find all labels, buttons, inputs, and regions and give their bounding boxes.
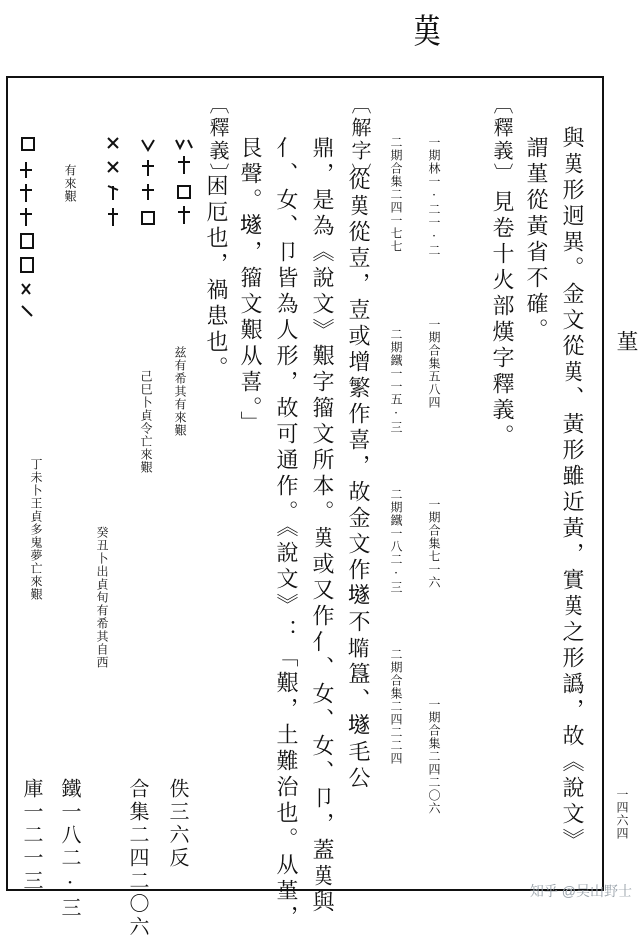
oracle-glyph [22,284,30,294]
top-shiyi-col1: 見卷十火部熯字釋義。 [489,190,514,450]
oracle-glyph [108,162,118,172]
top-seal-glyph: 𦰩 [410,12,444,52]
form-caption-4: 二期鐵一一五·三 [389,328,403,434]
oracle-glyph [178,206,190,224]
oracle-glyph [178,186,190,198]
jiezi-col4: 艮聲。𡑞，籀文艱从喜。」 [237,136,262,437]
form-caption-1: 一期林一·二一·二 [427,136,441,257]
form-caption-5: 一期合集七一六 [427,498,441,589]
example-6-source: 庫一二一三 [20,778,44,893]
form-caption-3: 一期合集五八四 [427,318,441,409]
oracle-glyph [22,306,32,316]
section-label-shiyi-top: 〔釋義〕 [490,94,514,186]
top-shiyi-col2: 謂堇從黃省不確。 [523,136,548,344]
form-caption-2: 二期合集二四一七七 [389,136,403,253]
form-caption-6: 二期鐵一八二·三 [389,488,403,594]
oracle-glyph-group [20,138,192,316]
example-1-text: 兹有希其有來艱 [173,346,187,437]
watermark: 知乎 @吴山野士 [529,883,632,899]
oracle-glyph [21,234,33,248]
example-4-text: 有來艱 [63,164,77,203]
oracle-glyph [142,212,154,224]
oracle-glyph [20,162,32,178]
oracle-glyph [108,186,118,200]
page-number: 一四六四 [615,788,629,840]
example-5-text: 丁未卜王貞多鬼夢亡來艱 [29,458,43,601]
example-2-text: 己巳卜貞令亡來艱 [139,370,153,474]
oracle-glyph-strip-left [20,134,210,464]
margin-head-character: 堇 [613,330,638,356]
example-3-text: 癸丑卜出貞旬有希其自西 [95,526,109,669]
form-caption-7: 二期合集二四二二四 [389,648,403,765]
section-label-jiezi: 〔解字〕 [348,94,372,186]
oracle-glyph [21,258,33,272]
jiezi-col3: 亻、女、卩皆為人形，故可通作。《說文》：「艱，土難治也。从堇， [273,136,298,931]
oracle-glyph [142,160,154,176]
oracle-glyph [20,208,32,226]
section-label-shiyi-2: 〔釋義〕 [206,94,230,186]
example-1-source: 佚三六反 [166,778,190,870]
example-5-source: 鐵一八二·三 [58,778,82,920]
oracle-glyph [22,138,34,150]
jiezi-col2: 鼎，是為《說文》艱字籀文所本。𦰩或又作亻、女、女、卩，蓋𦰩與 [309,136,334,916]
oracle-glyph [176,140,192,148]
oracle-glyph [108,208,118,226]
form-caption-8: 一期合集二四二〇六 [427,698,441,815]
top-shiyi-col3: 與𦰩形迥異。金文從𦰩、黃形雖近黃，實𦰩之形譌，故《說文》 [559,126,584,854]
oracle-glyph [178,156,190,174]
shiyi2-col1: 困厄也，禍患也。 [203,174,228,382]
oracle-glyph [20,184,32,202]
oracle-glyph [108,138,118,148]
example-3-source: 合集二四二〇六 [126,778,150,939]
oracle-glyph [142,184,154,200]
jiezi-col1: 從𦰩從壴，壴或增繁作喜，故金文作𡑞不𡐦簋、𡑞毛公 [345,168,370,792]
oracle-glyph [142,140,154,150]
